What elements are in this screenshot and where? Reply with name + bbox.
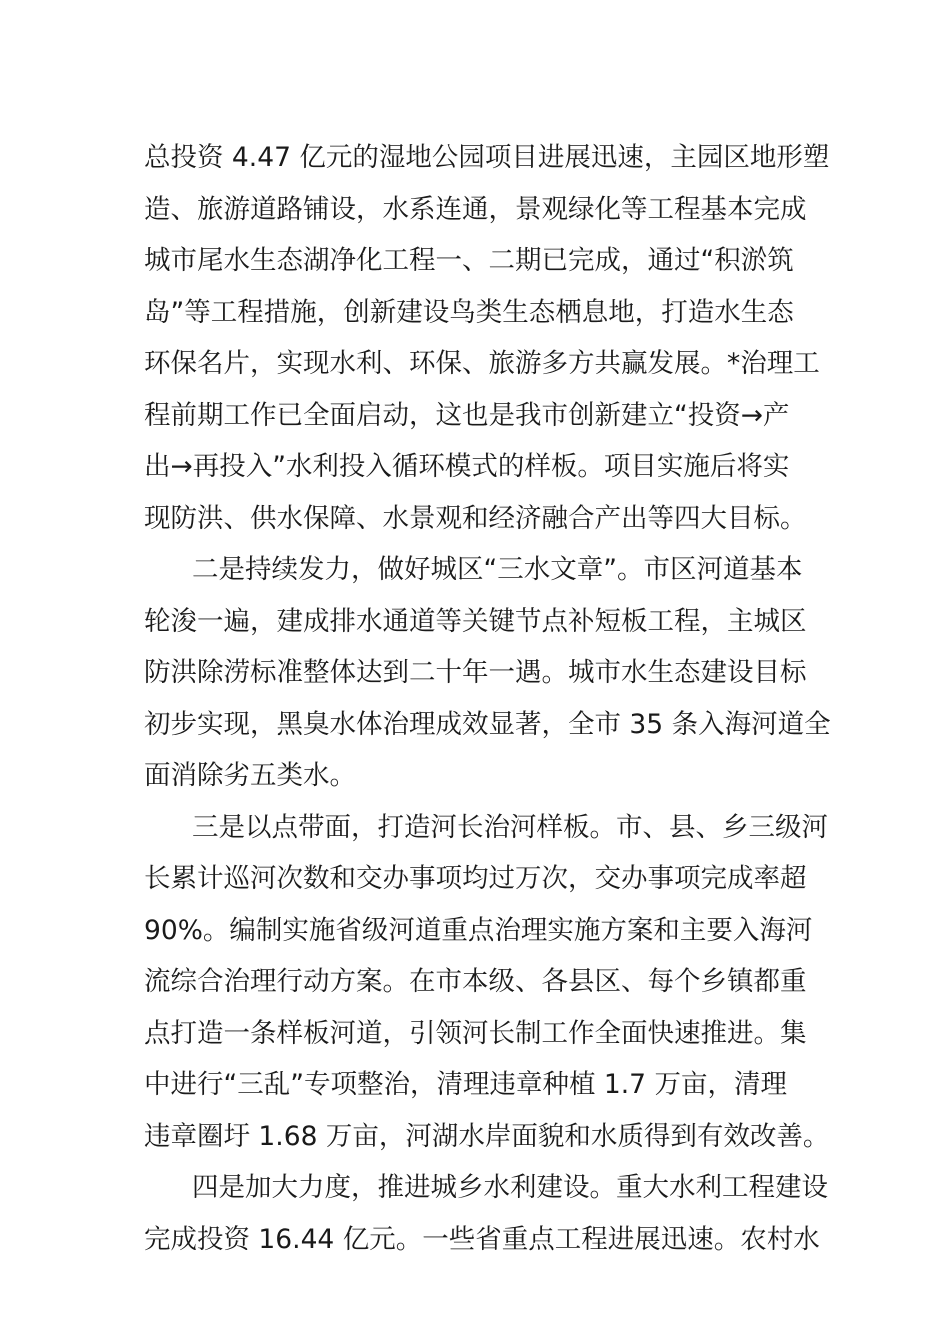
text-line: 岛”等工程措施，创新建设鸟类生态栖息地，打造水生态 (144, 296, 794, 328)
text-line: 总投资 4.47 亿元的湿地公园项目进展迅速，主园区地形塑 (144, 142, 830, 173)
text-line: 流综合治理行动方案。在市本级、各县区、每个乡镇都重 (144, 966, 807, 997)
text-line: 现防洪、供水保障、水景观和经济融合产出等四大目标。 (144, 502, 807, 534)
document-body (144, 132, 831, 1265)
text-line: 三是以点带面，打造河长治河样板。市、县、乡三级河 (192, 811, 828, 843)
paragraph (144, 802, 830, 1163)
paragraph (144, 544, 831, 802)
text-line: 出→再投入”水利投入循环模式的样板。项目实施后将实 (144, 451, 790, 482)
text-line: 完成投资 16.44 亿元。一些省重点工程进展迅速。农村水 (144, 1223, 820, 1255)
text-line: 初步实现，黑臭水体治理成效显著，全市 35 条入海河道全 (144, 708, 831, 740)
paragraph (144, 1162, 828, 1265)
text-line: 二是持续发力，做好城区“三水文章”。市区河道基本 (192, 554, 803, 585)
text-line: 城市尾水生态湖净化工程一、二期已完成，通过“积淤筑 (144, 245, 794, 276)
text-line: 违章圈圩 1.68 万亩，河湖水岸面貌和水质得到有效改善。 (144, 1120, 830, 1152)
text-line: 点打造一条样板河道，引领河长制工作全面快速推进。集 (144, 1017, 807, 1049)
text-line: 中进行“三乱”专项整治，清理违章种植 1.7 万亩，清理 (144, 1069, 787, 1100)
text-line: 轮浚一遍，建成排水通道等关键节点补短板工程，主城区 (144, 605, 807, 637)
text-line: 程前期工作已全面启动，这也是我市创新建立“投资→产 (144, 399, 790, 431)
text-line: 四是加大力度，推进城乡水利建设。重大水利工程建设 (192, 1172, 828, 1203)
text-line: 环保名片，实现水利、环保、旅游多方共赢发展。*治理工 (144, 348, 820, 379)
text-line: 90%。编制实施省级河道重点治理实施方案和主要入海河 (144, 914, 813, 946)
text-line: 防洪除涝标准整体达到二十年一遇。城市水生态建设目标 (144, 657, 807, 688)
text-line: 面消除劣五类水。 (144, 760, 356, 791)
paragraph (144, 132, 830, 544)
text-line: 造、旅游道路铺设，水系连通，景观绿化等工程基本完成 (144, 193, 807, 225)
text-line: 长累计巡河次数和交办事项均过万次，交办事项完成率超 (144, 863, 807, 894)
